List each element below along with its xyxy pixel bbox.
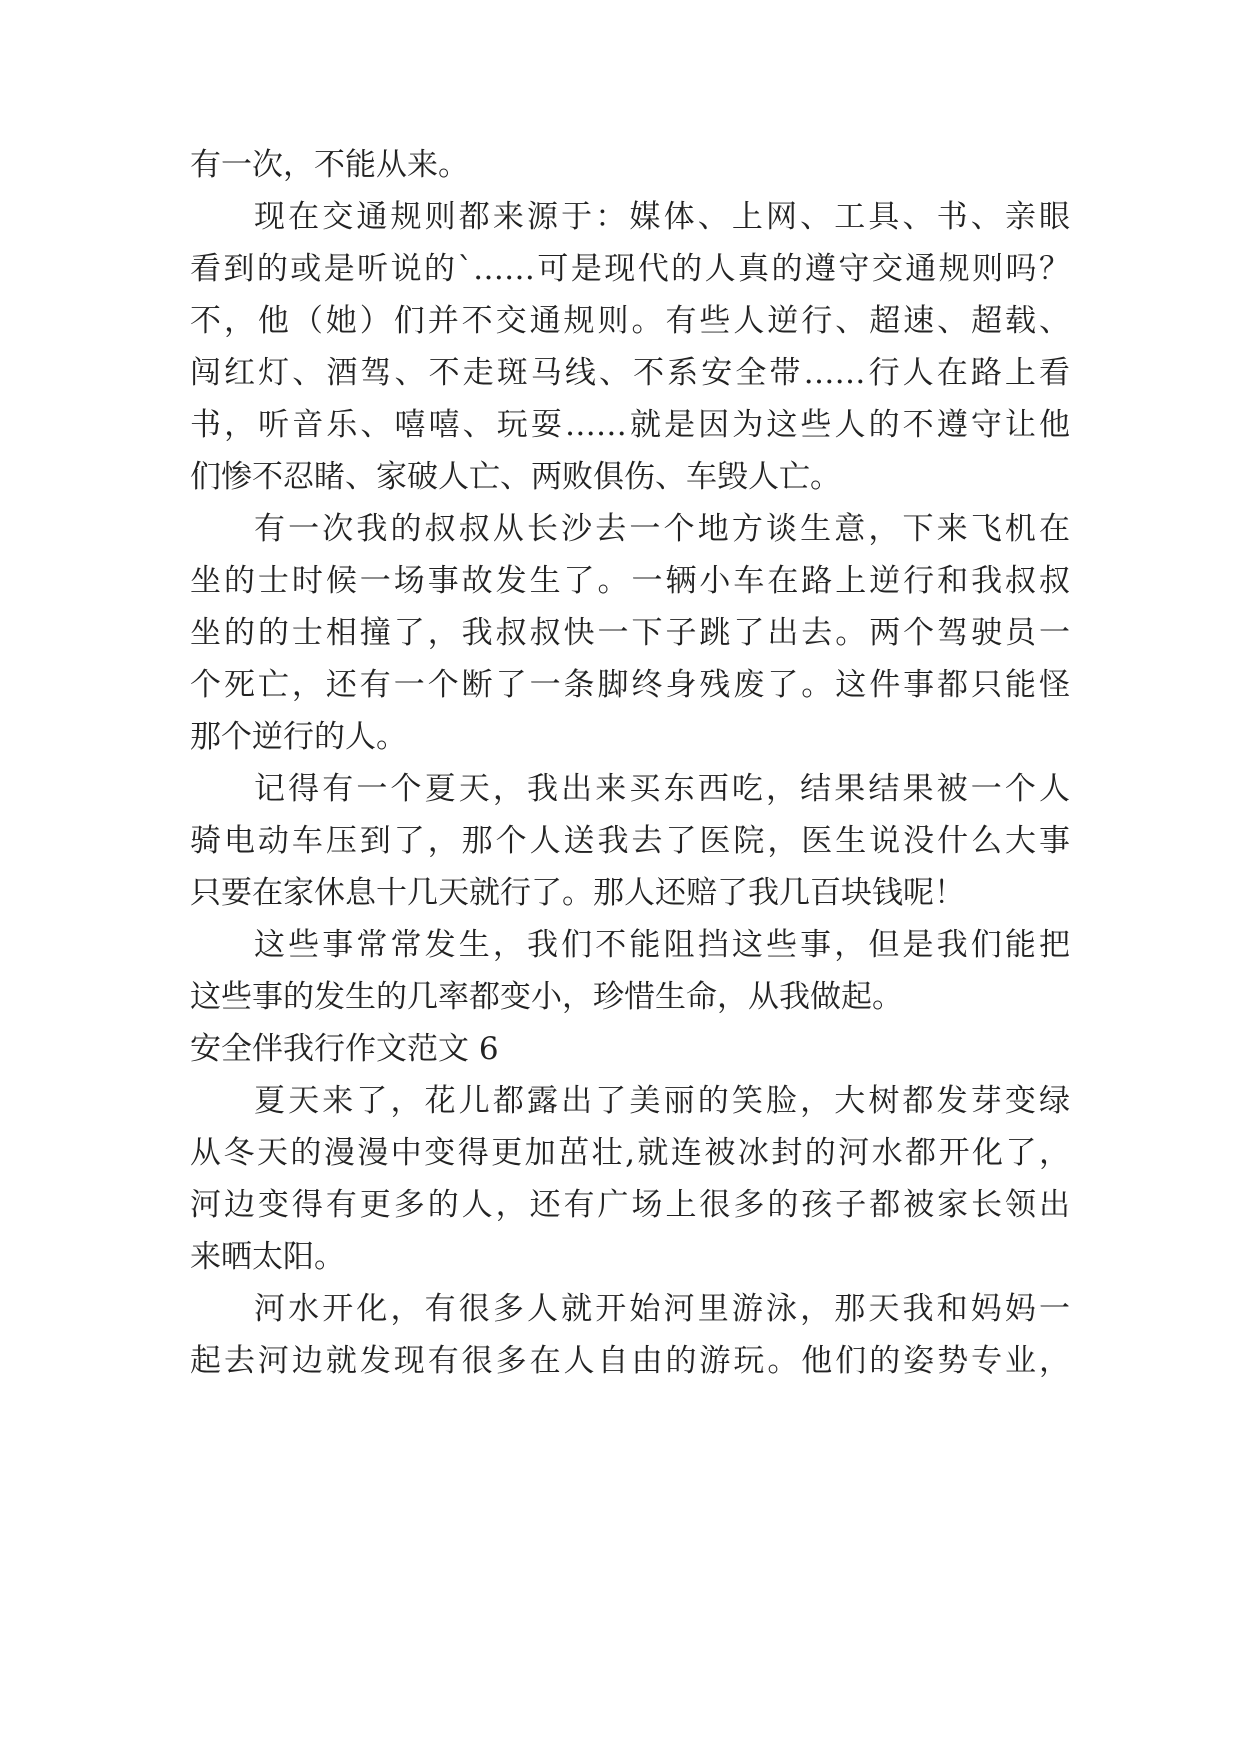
paragraph-start-line: 这些事常常发生，我们不能阻挡这些事，但是我们能把	[254, 927, 1070, 963]
text-line: 从冬天的漫漫中变得更加茁壮,就连被冰封的河水都开化了，	[190, 1135, 1070, 1171]
section-heading: 安全伴我行作文范文 6	[190, 1031, 499, 1067]
text-line: 看到的或是听说的`……可是现代的人真的遵守交通规则吗？	[190, 251, 1070, 287]
text-line: 那个逆行的人。	[190, 719, 407, 755]
text-line: 坐的士时候一场事故发生了。一辆小车在路上逆行和我叔叔	[190, 563, 1070, 599]
paragraph-start-line: 夏天来了，花儿都露出了美丽的笑脸，大树都发芽变绿	[254, 1083, 1070, 1119]
text-line: 河边变得有更多的人，还有广场上很多的孩子都被家长领出	[190, 1187, 1070, 1223]
text-line: 有一次，不能从来。	[190, 147, 469, 183]
paragraph-start-line: 记得有一个夏天，我出来买东西吃，结果结果被一个人	[254, 771, 1070, 807]
text-line: 书，听音乐、嘻嘻、玩耍……就是因为这些人的不遵守让他	[190, 407, 1070, 443]
text-line: 只要在家休息十几天就行了。那人还赔了我几百块钱呢！	[190, 875, 965, 911]
text-line: 骑电动车压到了，那个人送我去了医院，医生说没什么大事	[190, 823, 1070, 859]
text-line: 这些事的发生的几率都变小，珍惜生命，从我做起。	[190, 979, 903, 1015]
text-line: 起去河边就发现有很多在人自由的游玩。他们的姿势专业，	[190, 1343, 1070, 1379]
paragraph-start-line: 有一次我的叔叔从长沙去一个地方谈生意，下来飞机在	[254, 511, 1070, 547]
text-line: 坐的的士相撞了，我叔叔快一下子跳了出去。两个驾驶员一	[190, 615, 1070, 651]
paragraph-start-line: 河水开化，有很多人就开始河里游泳，那天我和妈妈一	[254, 1291, 1070, 1327]
paragraph-start-line: 现在交通规则都来源于：媒体、上网、工具、书、亲眼	[254, 199, 1070, 235]
text-line: 们惨不忍睹、家破人亡、两败俱伤、车毁人亡。	[190, 459, 841, 495]
text-line: 来晒太阳。	[190, 1239, 345, 1275]
text-line: 不，他（她）们并不交通规则。有些人逆行、超速、超载、	[190, 303, 1070, 339]
text-line: 闯红灯、酒驾、不走斑马线、不系安全带……行人在路上看	[190, 355, 1070, 391]
text-line: 个死亡，还有一个断了一条脚终身残废了。这件事都只能怪	[190, 667, 1070, 703]
